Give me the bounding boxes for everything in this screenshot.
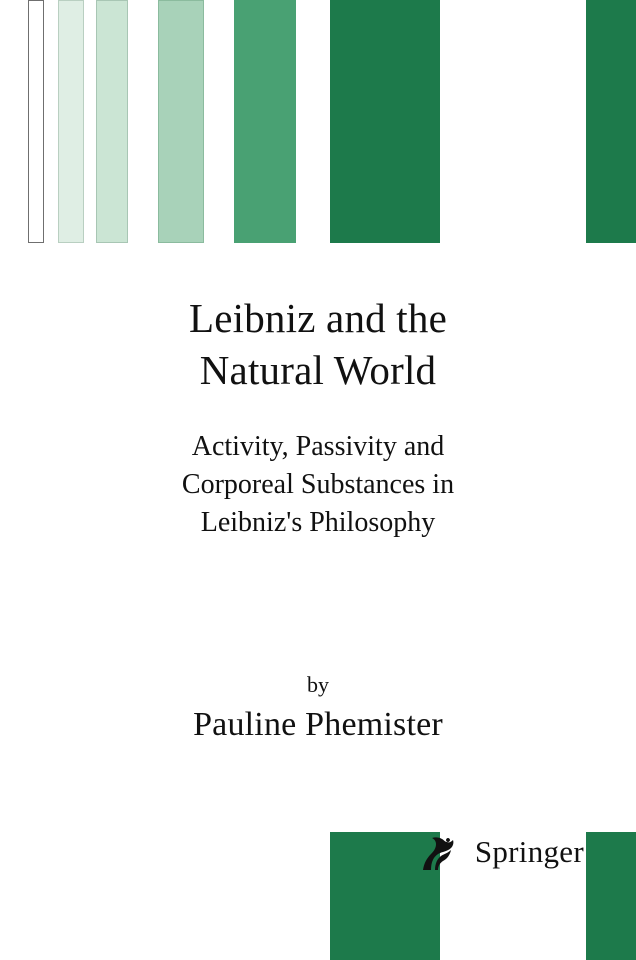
series-line-4: Library xyxy=(488,170,554,194)
subtitle-line-1: Activity, Passivity and xyxy=(191,431,445,462)
series-volume-label: Volume 58 xyxy=(489,208,554,223)
series-title-block xyxy=(334,88,554,224)
book-title xyxy=(0,292,636,396)
series-line-1: The New xyxy=(473,89,554,113)
series-line-2: Synthese xyxy=(474,116,554,140)
title-line-2: Natural World xyxy=(199,347,437,393)
stripe-2 xyxy=(58,0,84,243)
subtitle-line-2: Corporeal Substances in xyxy=(181,469,455,500)
bottom-block-2 xyxy=(586,832,636,960)
book-subtitle xyxy=(0,428,636,542)
stripe-5 xyxy=(234,0,296,243)
title-line-1: Leibniz and the xyxy=(188,295,447,341)
author-byline: by xyxy=(307,672,329,697)
stripe-1 xyxy=(28,0,44,243)
series-line-3: Historical xyxy=(467,143,554,167)
stripe-4 xyxy=(158,0,204,243)
publisher-logo xyxy=(419,830,584,874)
stripe-7 xyxy=(586,0,636,243)
author-name: Pauline Phemister xyxy=(193,706,443,743)
springer-horse-icon xyxy=(419,830,465,874)
subtitle-line-3: Leibniz's Philosophy xyxy=(200,507,436,538)
springer-wordmark: Springer xyxy=(474,834,584,869)
stripe-3 xyxy=(96,0,128,243)
